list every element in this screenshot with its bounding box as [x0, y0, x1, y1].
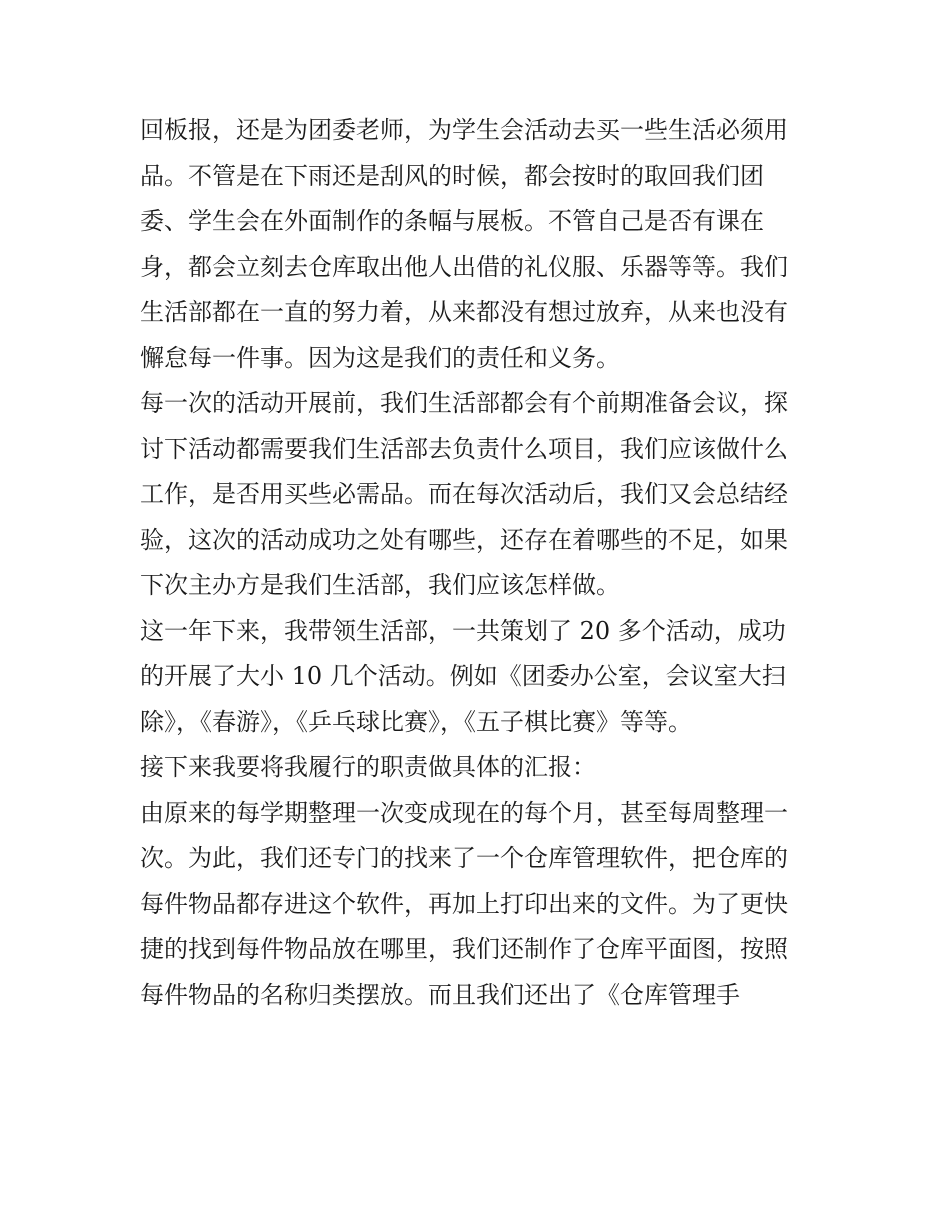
- text-line: 验，这次的活动成功之处有哪些，还存在着哪些的不足，如果: [140, 525, 788, 554]
- body-text: [140, 108, 820, 1018]
- text-line: 由原来的每学期整理一次变成现在的每个月，甚至每周整理一: [140, 798, 788, 827]
- text-line: 每件物品都存进这个软件，再加上打印出来的文件。为了更快: [140, 889, 788, 918]
- text-line: 每件物品的名称归类摆放。而且我们还出了《仓库管理手: [140, 980, 740, 1009]
- text-line: 的开展了大小 10 几个活动。例如《团委办公室，会议室大扫: [140, 662, 786, 690]
- text-line: 委、学生会在外面制作的条幅与展板。不管自己是否有课在: [140, 207, 764, 235]
- text-line: 这一年下来，我带领生活部，一共策划了 20 多个活动，成功: [140, 616, 786, 645]
- text-line: 身，都会立刻去仓库取出他人出借的礼仪服、乐器等等。我们: [140, 252, 788, 281]
- text-line: 懈怠每一件事。因为这是我们的责任和义务。: [140, 343, 620, 372]
- text-line: 回板报，还是为团委老师，为学生会活动去买一些生活必须用: [140, 116, 788, 144]
- text-line: 下次主办方是我们生活部，我们应该怎样做。: [140, 571, 620, 599]
- text-line: 工作，是否用买些必需品。而在每次活动后，我们又会总结经: [140, 480, 788, 508]
- text-line: 品。不管是在下雨还是刮风的时候，都会按时的取回我们团: [140, 161, 764, 190]
- text-line: 次。为此，我们还专门的找来了一个仓库管理软件，把仓库的: [140, 844, 788, 872]
- text-line: 每一次的活动开展前，我们生活部都会有个前期准备会议，探: [140, 389, 788, 417]
- text-line: 讨下活动都需要我们生活部去负责什么项目，我们应该做什么: [140, 434, 788, 463]
- text-line: 生活部都在一直的努力着，从来都没有想过放弃，从来也没有: [140, 298, 788, 326]
- text-line: 接下来我要将我履行的职责做具体的汇报：: [140, 753, 596, 781]
- text-line: 捷的找到每件物品放在哪里，我们还制作了仓库平面图，按照: [140, 935, 788, 963]
- text-line: 除》，《春游》，《乒乓球比赛》，《五子棋比赛》等等。: [140, 707, 692, 736]
